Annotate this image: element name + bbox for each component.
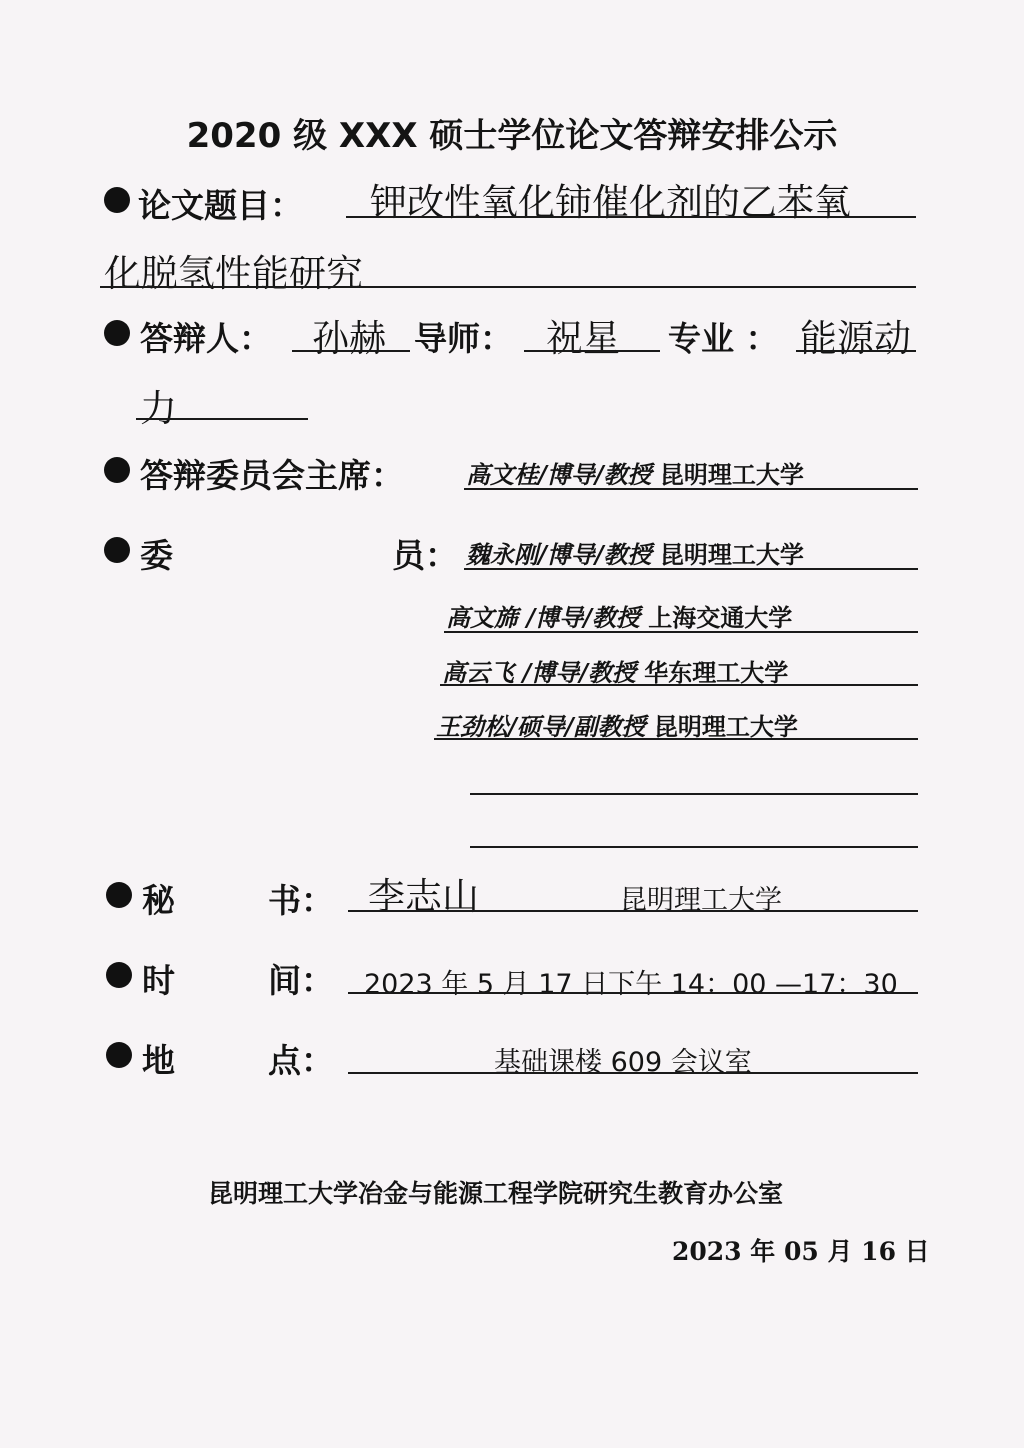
member-underline <box>464 568 918 570</box>
chair-underline <box>464 488 918 490</box>
chair-name: 高文桂/博导/教授 <box>466 460 652 489</box>
member-name: 高文旆 /博导/教授 <box>446 603 640 632</box>
thesis-label: 论文题目： <box>138 186 303 225</box>
member-institution: 昆明理工大学 <box>653 712 798 741</box>
committee-label-left: 委 <box>140 536 173 575</box>
chair-entry <box>466 455 804 490</box>
member-underline <box>444 631 918 633</box>
member-institution: 昆明理工大学 <box>659 540 804 569</box>
bullet-icon <box>104 320 130 346</box>
place-value: 基础课楼 609 会议室 <box>494 1047 752 1078</box>
member-name: 王劲松/硕导/副教授 <box>436 712 646 741</box>
issuing-office: 昆明理工大学冶金与能源工程学院研究生教育办公室 <box>208 1179 784 1208</box>
student-underline <box>292 350 410 352</box>
secretary-institution: 昆明理工大学 <box>620 885 782 916</box>
thesis-underline-1 <box>346 216 916 218</box>
member-underline <box>434 738 918 740</box>
time-label-left: 时 <box>142 961 175 1000</box>
thesis-title-line1: 钾改性氧化铈催化剂的乙苯氧 <box>370 181 851 224</box>
bullet-icon <box>106 962 132 988</box>
advisor-name: 祝星 <box>546 317 620 360</box>
member-underline <box>440 684 918 686</box>
member-name: 魏永刚/博导/教授 <box>466 540 652 569</box>
bullet-icon <box>106 1042 132 1068</box>
time-value: 2023 年 5 月 17 日下午 14：00 —17：30 <box>364 969 898 1000</box>
committee-member <box>436 707 798 742</box>
bullet-icon <box>104 187 130 213</box>
time-label-right: 间： <box>268 961 334 1000</box>
blank-member-line <box>470 793 918 795</box>
bullet-icon <box>104 537 130 563</box>
bullet-icon <box>104 457 130 483</box>
secretary-label-left: 秘 <box>142 881 175 920</box>
committee-member <box>466 535 804 570</box>
thesis-underline-2 <box>100 286 916 288</box>
thesis-title-line2: 化脱氢性能研究 <box>104 252 363 295</box>
student-name: 孙赫 <box>312 317 386 360</box>
major-underline-1 <box>796 350 916 352</box>
major-label: 专业 ： <box>668 319 779 358</box>
major-part1: 能源动 <box>800 317 911 360</box>
secretary-name: 李志山 <box>368 875 479 918</box>
chair-label: 答辩委员会主席： <box>140 456 404 495</box>
advisor-label: 导师： <box>414 319 513 358</box>
issue-date: 2023 年 05 月 16 日 <box>672 1237 930 1266</box>
page-title: 2020 级 XXX 硕士学位论文答辩安排公示 <box>186 116 838 156</box>
student-label: 答辩人： <box>140 319 272 358</box>
member-institution: 上海交通大学 <box>648 603 793 632</box>
committee-label-right: 员： <box>392 536 458 575</box>
bullet-icon <box>106 882 132 908</box>
place-underline <box>348 1072 918 1074</box>
place-label-right: 点： <box>268 1041 334 1080</box>
secretary-underline <box>348 910 918 912</box>
secretary-label-right: 书： <box>268 881 334 920</box>
time-underline <box>348 992 918 994</box>
major-underline-2 <box>136 418 308 420</box>
place-label-left: 地 <box>142 1041 175 1080</box>
member-institution: 华东理工大学 <box>644 658 789 687</box>
chair-institution: 昆明理工大学 <box>659 460 804 489</box>
major-part2: 力 <box>140 387 177 430</box>
committee-member <box>446 598 792 633</box>
advisor-underline <box>524 350 660 352</box>
committee-member <box>442 653 788 688</box>
blank-member-line <box>470 846 918 848</box>
member-name: 高云飞 /博导/教授 <box>442 658 636 687</box>
